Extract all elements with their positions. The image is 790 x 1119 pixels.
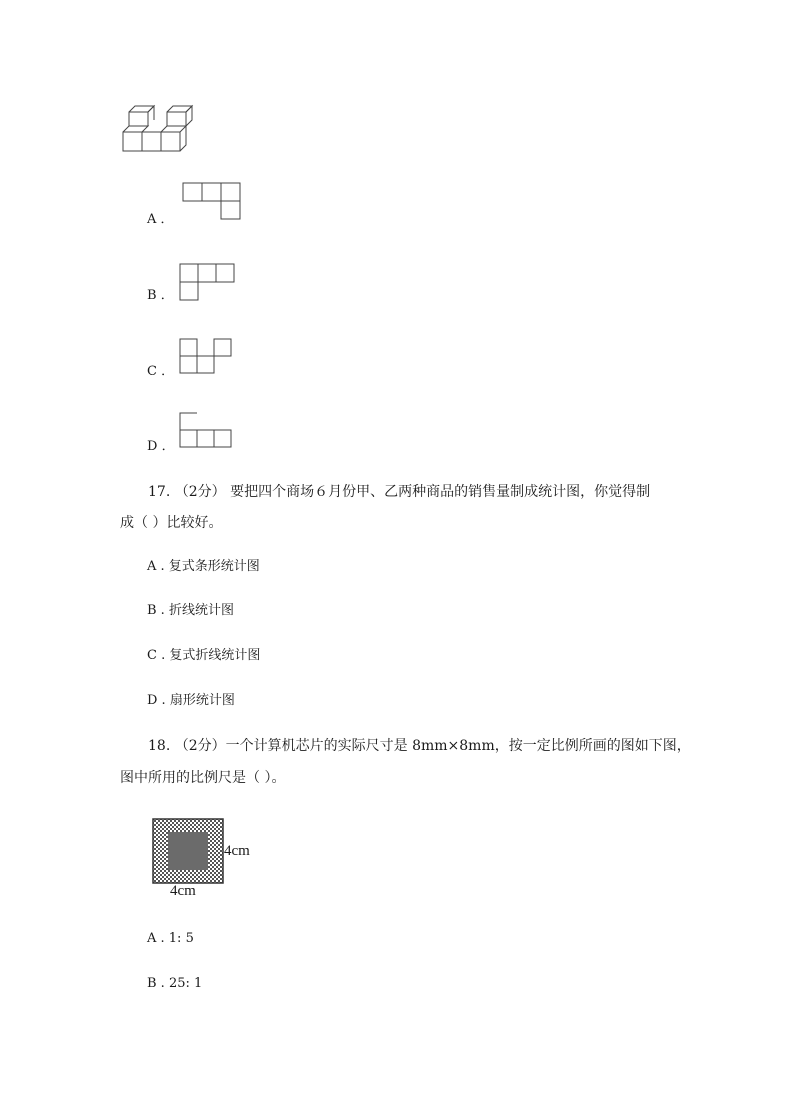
option-separator: ． xyxy=(160,288,174,303)
q16-option-a[interactable] xyxy=(147,212,174,228)
q17-option-b[interactable]: B . 折线统计图 xyxy=(147,603,234,618)
q18-option-a[interactable]: A . 1: 5 xyxy=(147,931,194,946)
view-figure-c xyxy=(179,338,239,378)
option-letter: B xyxy=(147,288,157,303)
chip-bottom-label: 4cm xyxy=(170,883,196,899)
option-separator: ． xyxy=(160,212,174,227)
option-letter: D xyxy=(147,439,158,454)
q16-option-c[interactable] xyxy=(147,364,174,380)
option-letter: A xyxy=(147,212,157,227)
option-letter: C xyxy=(147,364,157,379)
q16-option-d[interactable] xyxy=(147,439,175,455)
cube-stack-figure xyxy=(118,100,198,160)
q18-stem-line2: 图中所用的比例尺是（ ）。 xyxy=(120,770,286,786)
q17-stem-line2: 成（ ）比较好。 xyxy=(120,515,223,531)
q17-option-c[interactable]: C . 复式折线统计图 xyxy=(147,648,261,663)
q18-stem-line1: 18. （2分）一个计算机芯片的实际尺寸是 8mm×8mm，按一定比例所画的图如下图， xyxy=(148,738,691,754)
chip-figure xyxy=(152,818,224,884)
q17-option-a[interactable]: A . 复式条形统计图 xyxy=(147,559,260,574)
chip-side-label: 4cm xyxy=(224,843,250,859)
option-separator: ． xyxy=(161,439,175,454)
option-separator: ． xyxy=(161,364,175,379)
q17-stem-line1: 17. （2分） 要把四个商场６月份甲、乙两种商品的销售量制成统计图，你觉得制 xyxy=(148,484,651,500)
q16-option-b[interactable] xyxy=(147,288,174,304)
view-figure-a xyxy=(182,182,242,222)
view-figure-b xyxy=(179,263,239,303)
q18-option-b[interactable]: B . 25: 1 xyxy=(147,976,203,991)
q17-option-d[interactable]: D . 扇形统计图 xyxy=(147,693,235,708)
view-figure-d xyxy=(179,412,239,452)
